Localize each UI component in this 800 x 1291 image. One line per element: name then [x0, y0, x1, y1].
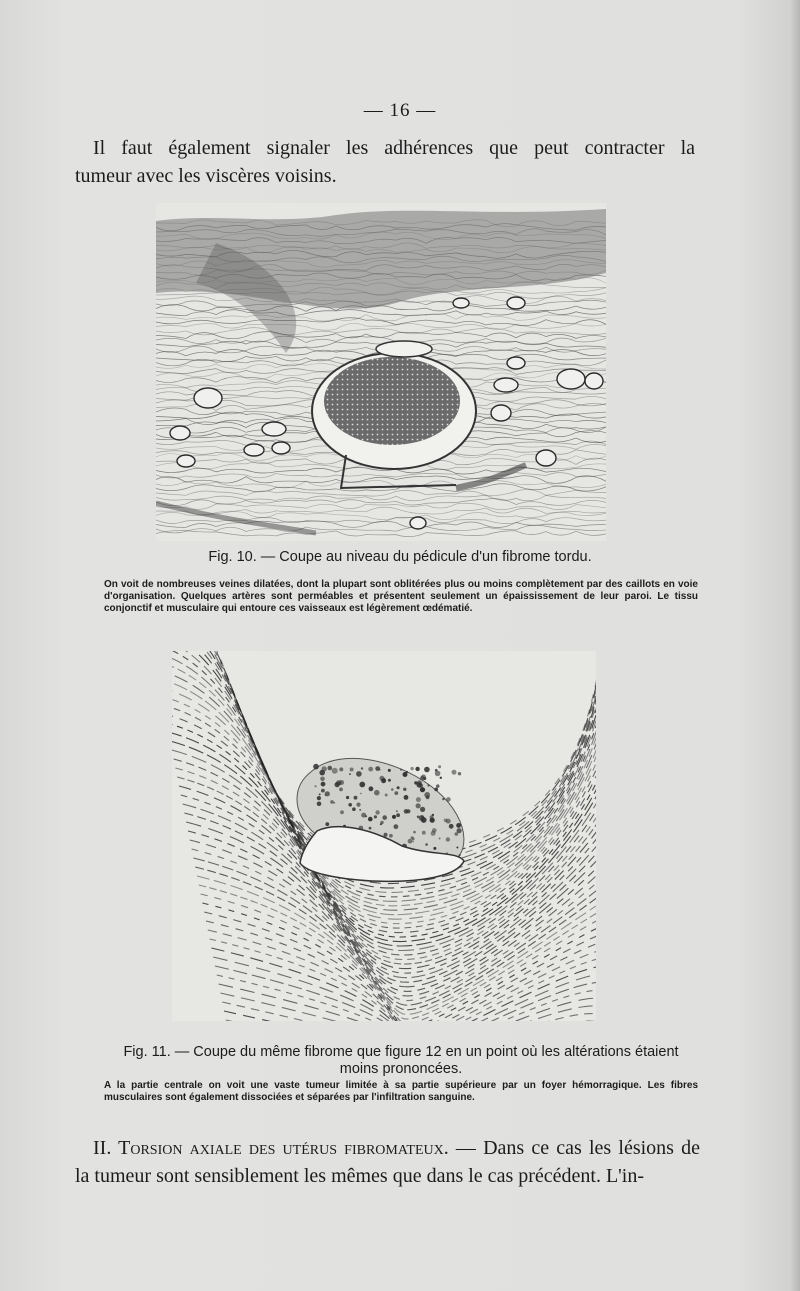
figure-10-drawing — [156, 203, 606, 541]
figure-10-caption-title: Fig. 10. — Coupe au niveau du pédicule d'un fibrome tordu. — [208, 549, 592, 565]
intro-paragraph — [75, 134, 695, 190]
intro-line-2: tumeur avec les viscères voisins. — [75, 165, 337, 187]
section-line-1 — [75, 1134, 700, 1162]
page-edge-shadow — [790, 0, 800, 1291]
page-number: — 16 — — [363, 100, 437, 121]
figure-10-caption-body: On voit de nombreuses veines dilatées, dont la plupart sont oblitérées plus ou moins complètement par des caillots en voie d'organisation. Quelques artères sont perméables et présentent seulement un épaississement de leur paroi. Le tissu conjonctif et musculaire qui entoure ces vaisseaux est légèrement œdématié. — [104, 579, 698, 614]
section-heading: II. Torsion axiale des utérus fibromateux. — [93, 1137, 449, 1159]
intro-line-1: Il faut également signaler les adhérences que peut contracter la — [93, 137, 695, 159]
figure-11-drawing — [172, 651, 596, 1021]
section-line-2: la tumeur sont sensiblement les mêmes que dans le cas précédent. L'in- — [75, 1165, 644, 1187]
figure-10-illustration — [156, 203, 606, 541]
section-line-1-rest: — Dans ce cas les lésions de — [448, 1137, 701, 1159]
figure-11-illustration — [172, 651, 596, 1021]
figure-11-caption-body: A la partie centrale on voit une vaste tumeur limitée à sa partie supérieure par un foyer hémorragique. Les fibres musculaires sont également dissociées et séparées par l'infiltration sanguine. — [104, 1080, 698, 1103]
figure-11-caption-title: Fig. 11. — Coupe du même fibrome que figure 12 en un point où les altérations étaient moins prononcées. — [123, 1044, 679, 1077]
section-paragraph — [75, 1134, 700, 1190]
